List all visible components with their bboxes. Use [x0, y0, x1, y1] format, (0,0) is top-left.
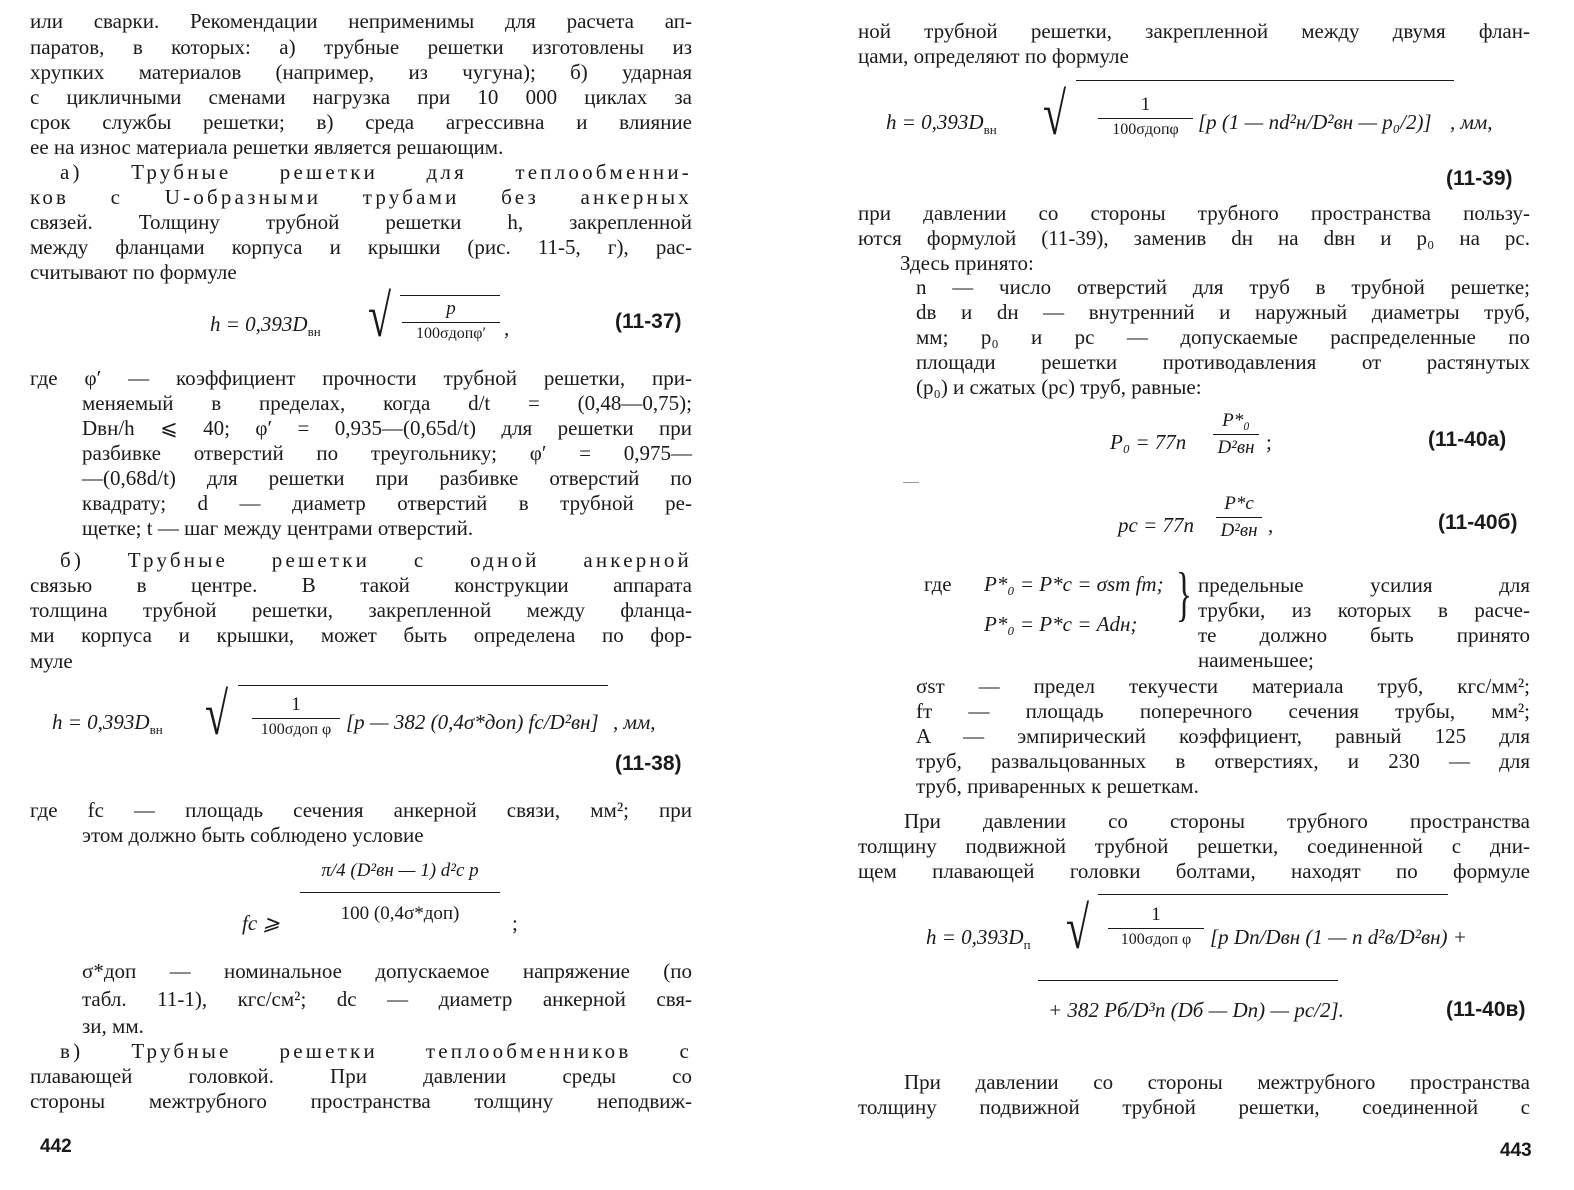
numerator: P*₀ [1222, 410, 1250, 431]
numerator: π/4 (D²вн — 1) d²с p [321, 860, 479, 881]
text-line: считывают по формуле [30, 260, 237, 284]
fraction [1216, 493, 1262, 542]
text-line: труб, приваренных к решеткам. [916, 774, 1199, 798]
formula-line: [p Dп/Dвн (1 — n d²в/D²вн) + [1210, 925, 1467, 949]
formula-tail: , [504, 316, 510, 340]
numerator: p [446, 298, 456, 319]
text-line: При давлении со стороны межтрубного пространства [904, 1070, 1530, 1094]
text-line: связей. Толщину трубной решетки h, закрепленной [30, 210, 692, 234]
radical-bar [1076, 80, 1454, 81]
formula-sub: п [1023, 937, 1031, 953]
text-line: толщину подвижной трубной решетки, соединенной с дни- [858, 834, 1530, 858]
text-line: с цикличными сменами нагрузка при 10 000 циклах за [30, 85, 692, 109]
text-line: σ*доп — номинальное допускаемое напряжение (по [82, 959, 692, 983]
text-line: ной трубной решетки, закрепленной между двумя флан- [858, 19, 1530, 43]
fraction [1213, 410, 1259, 459]
text-line: квадрату; d — диаметр отверстий в трубной ре- [82, 491, 692, 515]
text-line: —(0,68d/t) для решетки при разбивке отверстий по [82, 466, 692, 490]
text-line: dв и dн — внутренний и наружный диаметры труб, [916, 300, 1530, 324]
equation-number: (11-37) [615, 310, 682, 333]
text-line: те должно быть принято [1198, 623, 1530, 647]
numerator: 1 [291, 694, 301, 715]
text-line: толщина трубной решетки, закрепленной между фланца- [30, 598, 692, 622]
text-line: трубки, из которых в расче- [1198, 598, 1530, 622]
formula-line: + 382 Pб/D³п (Dб — Dп) — pс/2]. [1048, 998, 1344, 1022]
text-line: где fс — площадь сечения анкерной связи, мм²; при [30, 798, 692, 822]
formula-body: [p — 382 (0,4σ*доп) fс/D²вн] [346, 710, 599, 734]
text-line: где φ′ — коэффициент прочности трубной решетки, при- [30, 366, 692, 390]
left-page [30, 0, 692, 1190]
denominator: 100σдопφ′ [415, 325, 487, 342]
formula-tail: , мм, [1450, 110, 1493, 134]
equation-number: (11-40а) [1428, 428, 1507, 451]
text-line: хрупких материалов (например, из чугуна); б) ударная [30, 60, 692, 84]
section-heading-c: в) Трубные решетки теплообменников с [60, 1039, 692, 1063]
fraction [300, 860, 500, 925]
text-line: fт — площадь поперечного сечения трубы, мм²; [916, 699, 1530, 723]
formula-tail: , мм, [613, 710, 656, 734]
fraction [1108, 904, 1204, 949]
denominator: D²вн [1217, 437, 1255, 458]
formula-lhs: h = 0,393D [886, 110, 984, 134]
text-line: связью в центре. В такой конструкции аппарата [30, 573, 692, 597]
formula-lhs: h = 0,393D [926, 925, 1024, 949]
text-line: щем плавающей головки болтами, находят по формуле [858, 859, 1530, 883]
denominator: 100 (0,4σ*доп) [340, 903, 460, 924]
formula-body: [p (1 — nd²н/D²вн — p₀/2)] [1198, 110, 1432, 134]
text-line: мм; p₀ и pс — допускаемые распределенные по [916, 325, 1530, 349]
radical-sign: √ [368, 283, 392, 349]
text-line: паратов, в которых: а) трубные решетки изготовлены из [30, 35, 692, 59]
text-line: стороны межтрубного пространства толщину неподвиж- [30, 1089, 692, 1113]
radical-bar [1098, 894, 1448, 895]
section-heading-a: а) Трубные решетки для теплообменни- [60, 160, 692, 184]
numerator: P*с [1224, 493, 1254, 514]
text-line: срок службы решетки; в) среда агрессивна и влияние [30, 110, 692, 134]
formula-tail: , [1268, 513, 1274, 537]
text-line: или сварки. Рекомендации неприменимы для расчета ап- [30, 9, 692, 33]
numerator: 1 [1151, 904, 1161, 925]
text-line: меняемый в пределах, когда d/t = (0,48—0,75); [82, 391, 692, 415]
text-line: наименьшее; [1198, 648, 1314, 672]
section-heading-a: ков с U-образными трубами без анкерных [30, 185, 692, 209]
text-line: зи, мм. [82, 1014, 144, 1038]
margin-mark [903, 482, 919, 483]
text-line: ее на износ материала решетки является решающим. [30, 135, 504, 159]
text-line: площади решетки противодавления от растянутых [916, 350, 1530, 374]
text-line: труб, развальцованных в отверстиях, и 230 — для [916, 749, 1530, 773]
radical-bar [238, 685, 608, 686]
formula-tail: ; [512, 911, 518, 935]
fraction [402, 298, 500, 343]
text-line: A — эмпирический коэффициент, равный 125 для [916, 724, 1530, 748]
formula-tail: ; [1266, 430, 1272, 454]
where-label: где [924, 572, 952, 596]
equation-number: (11-40б) [1438, 511, 1518, 534]
denominator: 100σдопφ [1112, 121, 1179, 138]
equation: P*₀ = P*с = σsт fт; [984, 572, 1164, 596]
radical-bar-continued [1038, 980, 1338, 981]
text-line: ми корпуса и крышки, может быть определена по фор- [30, 623, 692, 647]
text-line: между фланцами корпуса и крышки (рис. 11-5, г), рас- [30, 235, 692, 259]
text-line: ются формулой (11-39), заменив dн на dвн и p₀ на pс. [858, 226, 1530, 250]
formula-sub: вн [149, 722, 163, 738]
text-line: при давлении со стороны трубного пространства пользу- [858, 201, 1530, 225]
text-line: n — число отверстий для труб в трубной решетке; [916, 275, 1530, 299]
equation-number: (11-40в) [1446, 998, 1526, 1021]
formula-sub: вн [983, 122, 997, 138]
page-number: 442 [40, 1136, 72, 1157]
page-number: 443 [1500, 1140, 1532, 1161]
text-line: цами, определяют по формуле [858, 44, 1129, 68]
text-line: этом должно быть соблюдено условие [82, 823, 424, 847]
text-line: табл. 11-1), кгс/см²; dс — диаметр анкерной свя- [82, 987, 692, 1011]
section-heading-b: б) Трубные решетки с одной анкерной [60, 548, 692, 572]
text-line: Dвн/h ⩽ 40; φ′ = 0,935—(0,65d/t) для решетки при [82, 416, 692, 440]
denominator: 100σдоп φ [260, 721, 332, 738]
formula-lhs: pс = 77n [1118, 513, 1194, 537]
text-line: (p₀) и сжатых (pс) труб, равные: [916, 375, 1202, 399]
denominator: 100σдоп φ [1120, 931, 1192, 948]
formula-lhs: h = 0,393D [210, 312, 308, 336]
formula-lhs: P₀ = 77n [1110, 430, 1187, 454]
text-line: щетке; t — шаг между центрами отверстий. [82, 516, 474, 540]
numerator: 1 [1140, 94, 1151, 115]
text-line: плавающей головкой. При давлении среды со [30, 1064, 692, 1088]
fraction [1098, 94, 1193, 139]
text-line: разбивке отверстий по треугольнику; φ′ = 0,975— [82, 441, 692, 465]
text-line: Здесь принято: [900, 251, 1034, 275]
equation-number: (11-39) [1446, 167, 1513, 190]
radical-sign: √ [1066, 895, 1090, 961]
formula-sub: вн [307, 324, 321, 340]
brace: } [1176, 561, 1192, 627]
text-line: При давлении со стороны трубного пространства [904, 809, 1530, 833]
radical-bar [400, 295, 500, 296]
text-line: σsт — предел текучести материала труб, кгс/мм²; [916, 674, 1530, 698]
text-line: предельные усилия для [1198, 573, 1530, 597]
text-line: муле [30, 649, 73, 673]
right-page [858, 0, 1530, 1190]
radical-sign: √ [205, 681, 229, 747]
formula-lhs: h = 0,393D [52, 710, 150, 734]
fraction [252, 694, 340, 739]
equation-number: (11-38) [615, 752, 682, 775]
equation: P*₀ = P*с = Adн; [984, 612, 1138, 636]
denominator: D²вн [1220, 520, 1258, 541]
text-line: толщину подвижной трубной решетки, соединенной с [858, 1095, 1530, 1119]
radical-sign: √ [1043, 81, 1067, 147]
formula-lhs: fс ⩾ [242, 911, 281, 935]
